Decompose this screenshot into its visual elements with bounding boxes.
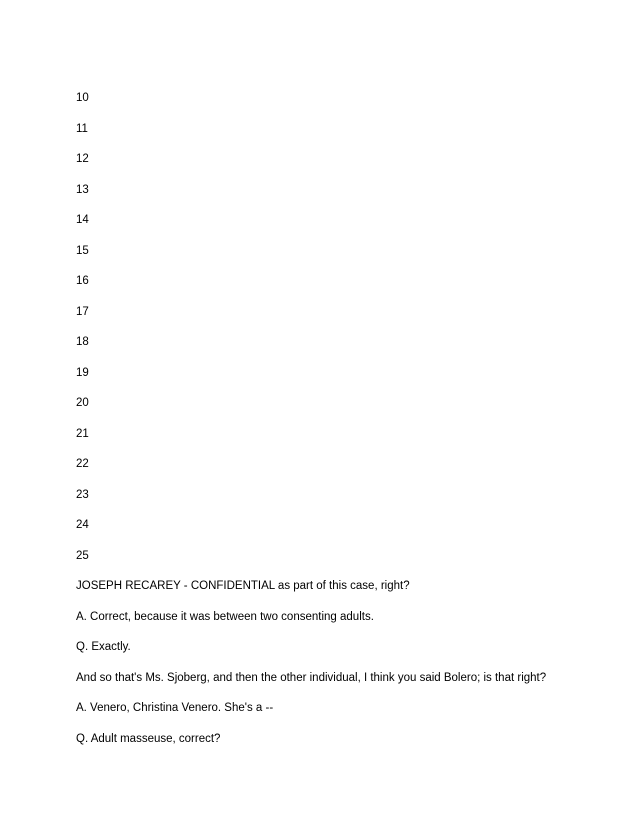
line-number: 18 — [76, 336, 89, 348]
line-number: 24 — [76, 519, 89, 531]
transcript-line: A. Venero, Christina Venero. She's a -- — [76, 702, 274, 714]
line-number: 15 — [76, 245, 89, 257]
line-number: 10 — [76, 92, 89, 104]
transcript-line: JOSEPH RECAREY - CONFIDENTIAL as part of this case, right? — [76, 580, 410, 592]
line-number: 25 — [76, 550, 89, 562]
transcript-line: A. Correct, because it was between two consenting adults. — [76, 611, 374, 623]
transcript-line: Q. Exactly. — [76, 641, 131, 653]
line-number: 20 — [76, 397, 89, 409]
line-number: 23 — [76, 489, 89, 501]
line-number: 19 — [76, 367, 89, 379]
line-number: 11 — [76, 123, 88, 135]
transcript-line: And so that's Ms. Sjoberg, and then the other individual, I think you said Bolero; is that right? — [76, 672, 547, 684]
line-number: 21 — [76, 428, 89, 440]
line-number: 22 — [76, 458, 89, 470]
line-number: 16 — [76, 275, 89, 287]
line-number: 17 — [76, 306, 89, 318]
line-number: 14 — [76, 214, 89, 226]
line-number: 13 — [76, 184, 89, 196]
transcript-line: Q. Adult masseuse, correct? — [76, 733, 221, 745]
line-number: 12 — [76, 153, 89, 165]
